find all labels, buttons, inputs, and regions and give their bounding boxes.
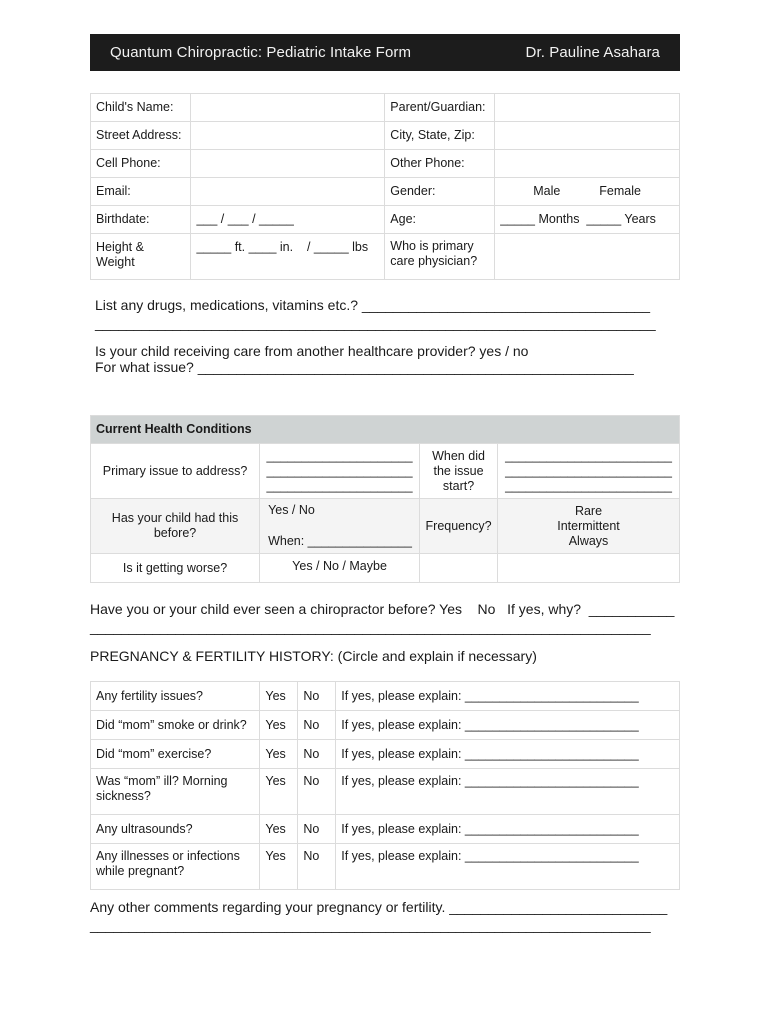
frequency-rare[interactable]: Rare [574,503,603,518]
pregnancy-no-option[interactable]: No [298,740,336,769]
pregnancy-yes-option[interactable]: Yes [260,769,298,815]
for-what-issue[interactable]: For what issue? ________________________________________________________ [95,359,634,375]
cell-field[interactable] [191,150,385,178]
had-before-line1: Has your child had this [111,511,239,525]
pregnancy-yes-option[interactable]: Yes [260,844,298,890]
pregnancy-yes-option[interactable]: Yes [260,815,298,844]
health-conditions-title: Current Health Conditions [91,416,680,444]
childs-name-label: Child's Name: [91,94,191,122]
pregnancy-no-option[interactable]: No [298,844,336,890]
when-start-line3: start? [442,478,475,493]
pregnancy-question-line1: Any ultrasounds? [96,821,193,836]
frequency-label: Frequency? [420,499,498,554]
when-start-field[interactable] [498,444,680,499]
primary-issue-blank-3[interactable]: _____________________ [266,478,413,493]
pcp-label [385,234,495,280]
birthdate-label: Birthdate: [91,206,191,234]
had-before-field[interactable] [260,499,420,554]
comments-question[interactable]: Any other comments regarding your pregnancy or fertility. ____________________________ [90,899,668,915]
pcp-label-line2: care physician? [390,254,478,268]
email-field[interactable] [191,178,385,206]
had-before-label [91,499,260,554]
height-weight-label: Height & Weight [91,234,191,280]
when-start-blank-1[interactable]: ________________________ [505,448,672,463]
height-weight-field[interactable]: _____ ft. ____ in. / _____ lbs [191,234,385,280]
pregnancy-question [91,682,260,711]
chiropractor-question[interactable]: Have you or your child ever seen a chiropractor before? Yes No If yes, why? ___________ [90,601,675,617]
pregnancy-row [91,740,680,769]
form-title: Quantum Chiropractic: Pediatric Intake Form [110,44,412,61]
when-start-line1: When did [432,448,485,463]
city-field[interactable] [495,122,680,150]
pregnancy-table [90,681,680,890]
when-start-blank-2[interactable]: ________________________ [505,463,672,478]
pregnancy-explain-field[interactable]: If yes, please explain: _________________________ [336,769,680,815]
pregnancy-no-option[interactable]: No [298,769,336,815]
pregnancy-no-option[interactable]: No [298,682,336,711]
pregnancy-question-line1: Was “mom” ill? Morning [96,774,228,788]
pregnancy-question-line2: while pregnant? [96,864,185,878]
parent-label: Parent/Guardian: [385,94,495,122]
pregnancy-question [91,815,260,844]
pregnancy-row [91,844,680,890]
when-start-blank-3[interactable]: ________________________ [505,478,672,493]
city-label: City, State, Zip: [385,122,495,150]
when-start-line2: the issue [433,463,484,478]
when-start-label [420,444,498,499]
had-before-yes-no[interactable]: Yes / No [268,503,315,517]
cell-label: Cell Phone: [91,150,191,178]
getting-worse-options[interactable]: Yes / No / Maybe [260,554,420,583]
primary-issue-blank-2[interactable]: _____________________ [266,463,413,478]
pregnancy-question [91,769,260,815]
pregnancy-yes-option[interactable]: Yes [260,711,298,740]
pregnancy-question-line1: Did “mom” exercise? [96,746,212,761]
chiropractor-line-2[interactable]: ________________________________________________________________________ [90,619,651,635]
pregnancy-yes-option[interactable]: Yes [260,740,298,769]
frequency-always[interactable]: Always [568,533,609,548]
pcp-field[interactable] [495,234,680,280]
other-phone-label: Other Phone: [385,150,495,178]
pregnancy-row [91,769,680,815]
drugs-question[interactable]: List any drugs, medications, vitamins etc.? _____________________________________ [95,297,650,313]
primary-issue-blank-1[interactable]: _____________________ [266,448,413,463]
other-provider-question[interactable]: Is your child receiving care from another healthcare provider? yes / no [95,343,529,359]
pregnancy-question [91,844,260,890]
email-label: Email: [91,178,191,206]
pregnancy-explain-field[interactable]: If yes, please explain: _________________________ [336,740,680,769]
gender-male[interactable]: Male [533,184,561,198]
primary-issue-field[interactable] [260,444,420,499]
frequency-intermittent[interactable]: Intermittent [557,518,620,533]
age-label: Age: [385,206,495,234]
pregnancy-question-line2: sickness? [96,789,151,803]
pregnancy-row [91,682,680,711]
primary-issue-label: Primary issue to address? [91,444,260,499]
empty-cell-1 [420,554,498,583]
pregnancy-question-line1: Any illnesses or infections [96,849,240,863]
street-field[interactable] [191,122,385,150]
comments-line-2[interactable]: ________________________________________________________________________ [90,917,651,933]
pregnancy-question-line1: Did “mom” smoke or drink? [96,717,247,732]
pregnancy-question [91,711,260,740]
had-before-line2: before? [153,526,197,540]
pregnancy-no-option[interactable]: No [298,815,336,844]
pregnancy-question-line1: Any fertility issues? [96,688,203,703]
empty-cell-2 [498,554,680,583]
pregnancy-row [91,815,680,844]
pregnancy-explain-field[interactable]: If yes, please explain: _________________________ [336,682,680,711]
street-label: Street Address: [91,122,191,150]
pregnancy-question [91,740,260,769]
pregnancy-explain-field[interactable]: If yes, please explain: _________________________ [336,815,680,844]
gender-label: Gender: [385,178,495,206]
pregnancy-explain-field[interactable]: If yes, please explain: _________________________ [336,711,680,740]
frequency-options[interactable] [498,499,680,554]
birthdate-field[interactable]: ___ / ___ / _____ [191,206,385,234]
pregnancy-yes-option[interactable]: Yes [260,682,298,711]
gender-female[interactable]: Female [599,184,641,198]
doctor-name: Dr. Pauline Asahara [525,44,660,61]
drugs-line-2[interactable]: ________________________________________________________________________ [95,315,656,331]
form-header [90,34,680,71]
age-field[interactable]: _____ Months _____ Years [495,206,680,234]
pregnancy-no-option[interactable]: No [298,711,336,740]
pregnancy-heading: PREGNANCY & FERTILITY HISTORY: (Circle and explain if necessary) [90,648,537,664]
other-phone-field[interactable] [495,150,680,178]
pcp-label-line1: Who is primary [390,239,474,253]
getting-worse-label: Is it getting worse? [91,554,260,583]
childs-name-field[interactable] [191,94,385,122]
gender-options[interactable] [495,178,680,206]
patient-info-table [90,93,680,280]
parent-field[interactable] [495,94,680,122]
had-before-when[interactable]: When: _______________ [268,534,412,548]
pregnancy-explain-field[interactable]: If yes, please explain: _________________________ [336,844,680,890]
health-conditions-table [90,415,680,583]
pregnancy-row [91,711,680,740]
